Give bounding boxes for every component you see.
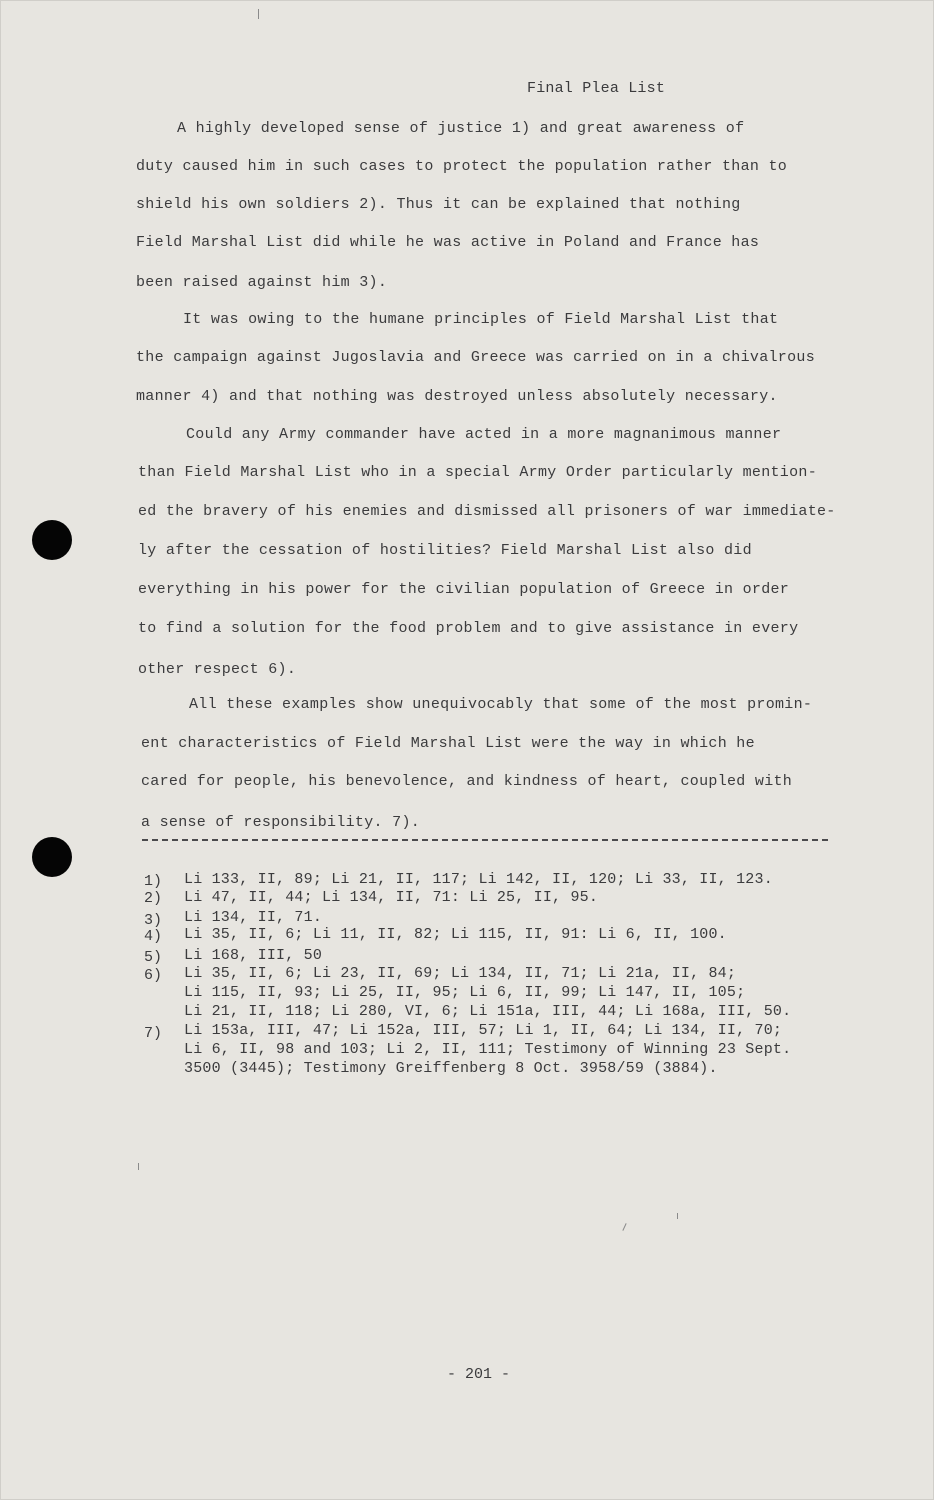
body-text-line: It was owing to the humane principles of Field Marshal List that [183, 311, 779, 328]
body-text-line: manner 4) and that nothing was destroyed unless absolutely necessary. [136, 388, 778, 405]
footnote-text: Li 133, II, 89; Li 21, II, 117; Li 142, II, 120; Li 33, II, 123. [184, 871, 773, 888]
body-text-line: than Field Marshal List who in a special Army Order particularly mention- [138, 464, 818, 481]
footnote-number: 3) [144, 912, 163, 929]
footnote-text: Li 21, II, 118; Li 280, VI, 6; Li 151a, III, 44; Li 168a, III, 50. [184, 1003, 792, 1020]
footnote-text: Li 153a, III, 47; Li 152a, III, 57; Li 1, II, 64; Li 134, II, 70; [184, 1022, 783, 1039]
punch-hole-top [32, 520, 72, 560]
paper-speck [622, 1223, 626, 1231]
footnote-number: 5) [144, 949, 163, 966]
body-text-line: ent characteristics of Field Marshal List were the way in which he [141, 735, 755, 752]
body-text-line: duty caused him in such cases to protect the population rather than to [136, 158, 788, 175]
footnote-number: 4) [144, 928, 163, 945]
paper-speck [258, 9, 259, 19]
body-text-line: to find a solution for the food problem and to give assistance in every [138, 620, 799, 637]
footnote-number: 1) [144, 873, 163, 890]
footnote-separator [142, 839, 828, 841]
footnote-number: 6) [144, 967, 163, 984]
body-text-line: All these examples show unequivocably that some of the most promin- [189, 696, 813, 713]
punch-hole-bottom [32, 837, 72, 877]
footnote-text: Li 47, II, 44; Li 134, II, 71: Li 25, II, 95. [184, 889, 599, 906]
body-text-line: cared for people, his benevolence, and kindness of heart, coupled with [141, 773, 793, 790]
footnote-text: Li 35, II, 6; Li 23, II, 69; Li 134, II, 71; Li 21a, II, 84; [184, 965, 737, 982]
body-text-line: ed the bravery of his enemies and dismissed all prisoners of war immediate- [138, 503, 836, 520]
footnote-text: Li 134, II, 71. [184, 909, 323, 926]
page-number: - 201 - [447, 1366, 511, 1383]
body-text-line: other respect 6). [138, 661, 297, 678]
footnote-text: Li 168, III, 50 [184, 947, 323, 964]
body-text-line: Field Marshal List did while he was active in Poland and France has [136, 234, 760, 251]
body-text-line: a sense of responsibility. 7). [141, 814, 421, 831]
body-text-line: the campaign against Jugoslavia and Greece was carried on in a chivalrous [136, 349, 816, 366]
body-text-line: Could any Army commander have acted in a more magnanimous manner [186, 426, 782, 443]
document-title: Final Plea List [527, 80, 666, 97]
paper-speck [138, 1163, 139, 1170]
footnote-number: 2) [144, 890, 163, 907]
footnote-number: 7) [144, 1025, 163, 1042]
body-text-line: everything in his power for the civilian population of Greece in order [138, 581, 790, 598]
paper-speck [677, 1213, 678, 1219]
body-text-line: A highly developed sense of justice 1) and great awareness of [177, 120, 745, 137]
footnote-text: Li 35, II, 6; Li 11, II, 82; Li 115, II, 91: Li 6, II, 100. [184, 926, 727, 943]
footnote-text: Li 6, II, 98 and 103; Li 2, II, 111; Testimony of Winning 23 Sept. [184, 1041, 792, 1058]
footnote-text: 3500 (3445); Testimony Greiffenberg 8 Oct. 3958/59 (3884). [184, 1060, 718, 1077]
body-text-line: been raised against him 3). [136, 274, 388, 291]
body-text-line: shield his own soldiers 2). Thus it can be explained that nothing [136, 196, 741, 213]
footnote-text: Li 115, II, 93; Li 25, II, 95; Li 6, II, 99; Li 147, II, 105; [184, 984, 746, 1001]
body-text-line: ly after the cessation of hostilities? Field Marshal List also did [138, 542, 752, 559]
